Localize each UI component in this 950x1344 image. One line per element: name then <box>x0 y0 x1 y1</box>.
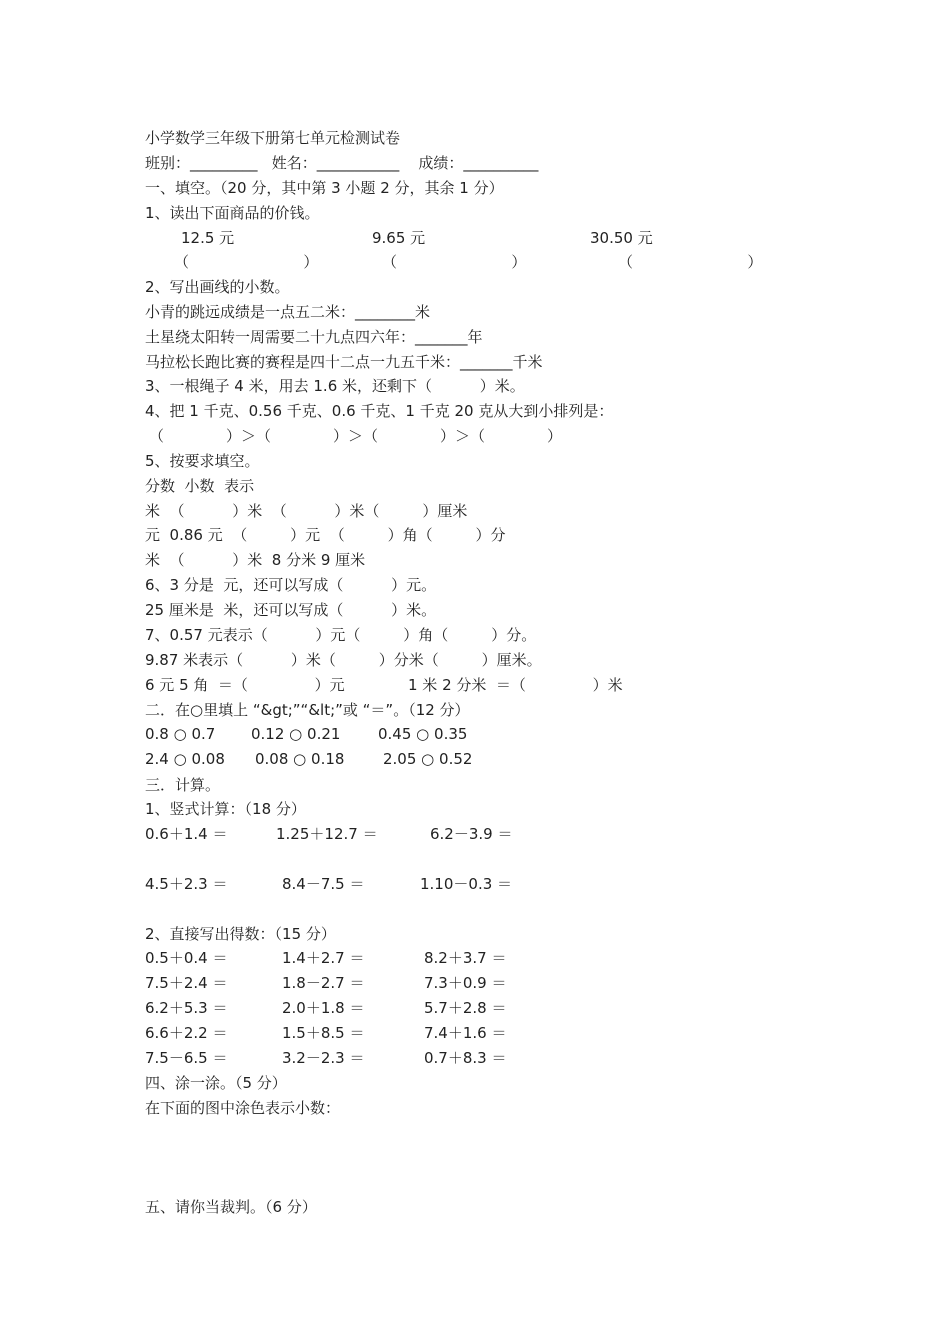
vertical-calc-item: 4.5＋2.3 ＝ <box>145 875 228 893</box>
q5-row-3: 米 （ ）米 8 分米 9 厘米 <box>145 551 366 569</box>
q6-line-1: 6、3 分是 元，还可以写成（ ）元。 <box>145 576 437 594</box>
direct-calc-item: 7.3＋0.9 ＝ <box>424 974 507 992</box>
q5-label: 5、按要求填空。 <box>145 452 260 470</box>
compare-item: 2.05 ○ 0.52 <box>383 750 473 768</box>
q2-line-1: 小青的跳远成绩是一点五二米：________米 <box>145 303 431 321</box>
vertical-calc-item: 1.10－0.3 ＝ <box>420 875 513 893</box>
q4-order-blanks: （ ）＞（ ）＞（ ）＞（ ） <box>149 427 562 445</box>
direct-calc-item: 2.0＋1.8 ＝ <box>282 999 365 1017</box>
q5-row-1: 米 （ ）米 （ ）米（ ）厘米 <box>145 502 468 520</box>
q2-line-2: 土星绕太阳转一周需要二十九点四六年：_______年 <box>145 328 483 346</box>
direct-calc-item: 7.4＋1.6 ＝ <box>424 1024 507 1042</box>
direct-calc-item: 5.7＋2.8 ＝ <box>424 999 507 1017</box>
section-1-heading: 一、填空。（20 分，其中第 3 小题 2 分，其余 1 分） <box>145 179 504 197</box>
q2-label: 2、写出画线的小数。 <box>145 278 290 296</box>
q1-price-3: 30.50 元 <box>590 229 653 247</box>
q2-line-3: 马拉松长跑比赛的赛程是四十二点一九五千米：_______千米 <box>145 353 543 371</box>
direct-calc-item: 1.4＋2.7 ＝ <box>282 949 365 967</box>
q3-line: 3、一根绳子 4 米，用去 1.6 米，还剩下（ ）米。 <box>145 377 525 395</box>
direct-calc-item: 6.6＋2.2 ＝ <box>145 1024 228 1042</box>
student-info-line: 班别：_________ 姓名：___________ 成绩：__________ <box>145 154 539 172</box>
q8-right: 1 米 2 分米 ＝（ ）米 <box>408 676 623 694</box>
q1-price-1: 12.5 元 <box>181 229 235 247</box>
direct-calc-item: 0.7＋8.3 ＝ <box>424 1049 507 1067</box>
direct-calc-item: 1.5＋8.5 ＝ <box>282 1024 365 1042</box>
vertical-calc-item: 6.2－3.9 ＝ <box>430 825 513 843</box>
q5-header: 分数 小数 表示 <box>145 477 255 495</box>
q7-line-2: 9.87 米表示（ ）米（ ）分米（ ）厘米。 <box>145 651 542 669</box>
q1-blank-3: （ ） <box>618 253 763 271</box>
direct-calc-item: 8.2＋3.7 ＝ <box>424 949 507 967</box>
direct-calc-item: 6.2＋5.3 ＝ <box>145 999 228 1017</box>
q7-line-1: 7、0.57 元表示（ ）元（ ）角（ ）分。 <box>145 626 537 644</box>
calc-part-1-label: 1、竖式计算：（18 分） <box>145 800 306 818</box>
q6-line-2: 25 厘米是 米，还可以写成（ ）米。 <box>145 601 437 619</box>
q8-left: 6 元 5 角 ＝（ ）元 <box>145 676 345 694</box>
section-4-instruction: 在下面的图中涂色表示小数： <box>145 1099 341 1117</box>
worksheet-title: 小学数学三年级下册第七单元检测试卷 <box>145 129 401 147</box>
vertical-calc-item: 0.6＋1.4 ＝ <box>145 825 228 843</box>
direct-calc-item: 1.8－2.7 ＝ <box>282 974 365 992</box>
direct-calc-item: 3.2－2.3 ＝ <box>282 1049 365 1067</box>
compare-item: 0.12 ○ 0.21 <box>251 725 341 743</box>
vertical-calc-item: 8.4－7.5 ＝ <box>282 875 365 893</box>
q1-blank-1: （ ） <box>174 253 319 271</box>
section-5-heading: 五、请你当裁判。（6 分） <box>145 1198 317 1216</box>
direct-calc-item: 7.5－6.5 ＝ <box>145 1049 228 1067</box>
section-2-heading: 二．在○里填上 “&gt;”“&lt;”或 “＝”。（12 分） <box>145 701 470 719</box>
direct-calc-item: 0.5＋0.4 ＝ <box>145 949 228 967</box>
q4-label: 4、把 1 千克、0.56 千克、0.6 千克、1 千克 20 克从大到小排列是： <box>145 402 614 420</box>
compare-item: 0.45 ○ 0.35 <box>378 725 468 743</box>
compare-item: 0.08 ○ 0.18 <box>255 750 345 768</box>
section-4-heading: 四、涂一涂。（5 分） <box>145 1074 287 1092</box>
q1-label: 1、读出下面商品的价钱。 <box>145 204 320 222</box>
section-3-heading: 三．计算。 <box>145 776 221 794</box>
calc-part-2-label: 2、直接写出得数：（15 分） <box>145 925 336 943</box>
q5-row-2: 元 0.86 元 （ ）元 （ ）角（ ）分 <box>145 526 506 544</box>
direct-calc-item: 7.5＋2.4 ＝ <box>145 974 228 992</box>
q1-price-2: 9.65 元 <box>372 229 426 247</box>
compare-item: 2.4 ○ 0.08 <box>145 750 225 768</box>
q1-blank-2: （ ） <box>382 253 527 271</box>
compare-item: 0.8 ○ 0.7 <box>145 725 216 743</box>
vertical-calc-item: 1.25＋12.7 ＝ <box>276 825 378 843</box>
